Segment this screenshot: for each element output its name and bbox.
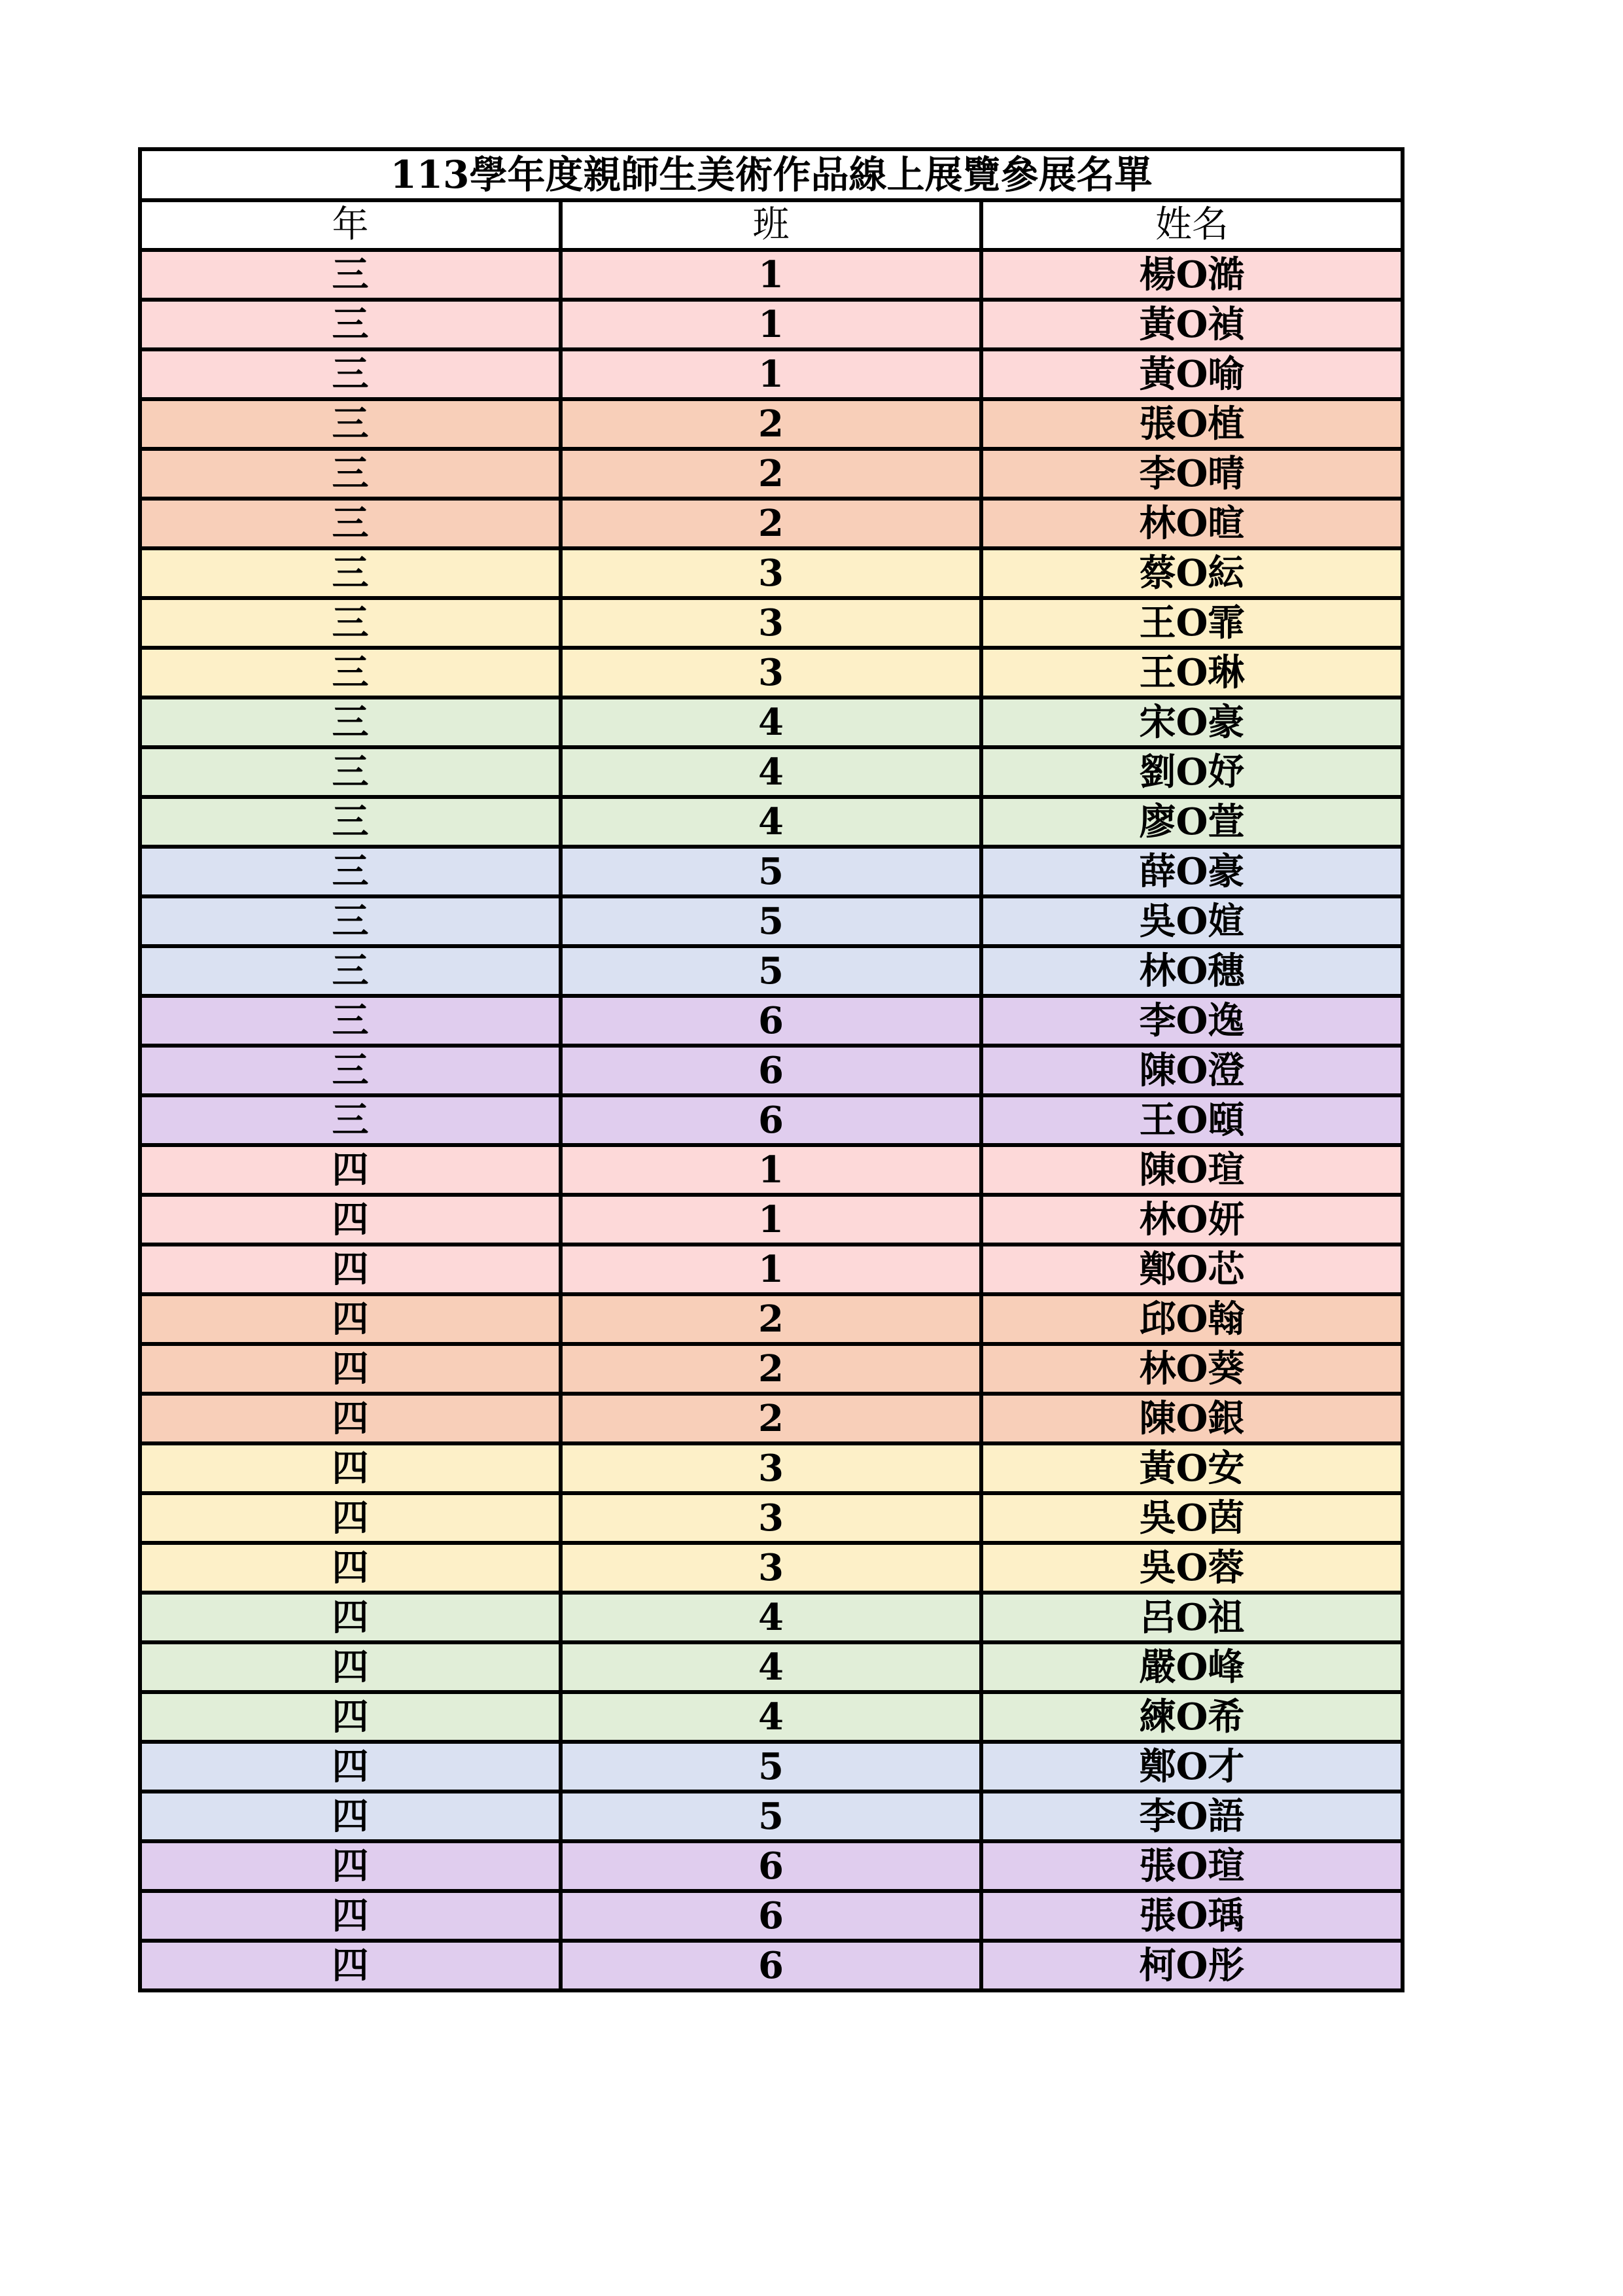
cell-name: 鄭O才 bbox=[981, 1742, 1403, 1792]
cell-grade: 四 bbox=[140, 1642, 561, 1692]
cell-name: 陳O澄 bbox=[981, 1046, 1403, 1095]
cell-class: 2 bbox=[561, 399, 981, 449]
table-row bbox=[140, 1593, 1403, 1642]
cell-grade: 三 bbox=[140, 747, 561, 797]
table-row bbox=[140, 399, 1403, 449]
table-row bbox=[140, 349, 1403, 399]
table-row bbox=[140, 1792, 1403, 1841]
participant-table bbox=[138, 147, 1405, 1992]
cell-grade: 三 bbox=[140, 797, 561, 847]
cell-name: 黃O禎 bbox=[981, 300, 1403, 349]
cell-grade: 三 bbox=[140, 598, 561, 648]
cell-class: 6 bbox=[561, 1095, 981, 1145]
cell-class: 3 bbox=[561, 598, 981, 648]
header-class: 班 bbox=[561, 200, 981, 250]
cell-class: 4 bbox=[561, 747, 981, 797]
cell-class: 3 bbox=[561, 1443, 981, 1493]
cell-class: 4 bbox=[561, 797, 981, 847]
table-row bbox=[140, 1742, 1403, 1792]
cell-grade: 四 bbox=[140, 1245, 561, 1294]
cell-class: 6 bbox=[561, 996, 981, 1046]
header-name: 姓名 bbox=[981, 200, 1403, 250]
cell-name: 廖O萱 bbox=[981, 797, 1403, 847]
cell-grade: 四 bbox=[140, 1543, 561, 1593]
cell-grade: 四 bbox=[140, 1344, 561, 1394]
cell-class: 5 bbox=[561, 946, 981, 996]
table-row bbox=[140, 1245, 1403, 1294]
cell-grade: 四 bbox=[140, 1593, 561, 1642]
cell-grade: 四 bbox=[140, 1195, 561, 1245]
cell-class: 1 bbox=[561, 349, 981, 399]
cell-grade: 三 bbox=[140, 946, 561, 996]
table-row bbox=[140, 1046, 1403, 1095]
cell-name: 劉O妤 bbox=[981, 747, 1403, 797]
cell-name: 吳O媗 bbox=[981, 896, 1403, 946]
cell-grade: 三 bbox=[140, 349, 561, 399]
cell-grade: 四 bbox=[140, 1493, 561, 1543]
cell-class: 1 bbox=[561, 250, 981, 300]
cell-class: 5 bbox=[561, 1742, 981, 1792]
table-row bbox=[140, 1642, 1403, 1692]
cell-name: 李O晴 bbox=[981, 449, 1403, 499]
cell-class: 2 bbox=[561, 449, 981, 499]
table-row bbox=[140, 499, 1403, 548]
cell-name: 林O穗 bbox=[981, 946, 1403, 996]
cell-class: 6 bbox=[561, 1891, 981, 1941]
cell-name: 薛O豪 bbox=[981, 847, 1403, 896]
cell-name: 練O希 bbox=[981, 1692, 1403, 1742]
cell-name: 林O妍 bbox=[981, 1195, 1403, 1245]
title-row bbox=[140, 149, 1403, 200]
table-row bbox=[140, 449, 1403, 499]
cell-class: 3 bbox=[561, 1493, 981, 1543]
cell-name: 李O語 bbox=[981, 1792, 1403, 1841]
cell-name: 陳O瑄 bbox=[981, 1145, 1403, 1195]
cell-grade: 四 bbox=[140, 1742, 561, 1792]
cell-class: 4 bbox=[561, 698, 981, 747]
cell-name: 邱O翰 bbox=[981, 1294, 1403, 1344]
cell-name: 呂O祖 bbox=[981, 1593, 1403, 1642]
table-body bbox=[140, 250, 1403, 1990]
table-row bbox=[140, 896, 1403, 946]
header-row bbox=[140, 200, 1403, 250]
cell-class: 4 bbox=[561, 1692, 981, 1742]
cell-class: 2 bbox=[561, 499, 981, 548]
cell-name: 黃O安 bbox=[981, 1443, 1403, 1493]
cell-name: 吳O蓉 bbox=[981, 1543, 1403, 1593]
cell-class: 4 bbox=[561, 1642, 981, 1692]
cell-name: 王O頤 bbox=[981, 1095, 1403, 1145]
cell-grade: 四 bbox=[140, 1443, 561, 1493]
table-row bbox=[140, 946, 1403, 996]
table-row bbox=[140, 598, 1403, 648]
cell-grade: 三 bbox=[140, 996, 561, 1046]
cell-name: 王O琳 bbox=[981, 648, 1403, 698]
cell-class: 3 bbox=[561, 1543, 981, 1593]
cell-name: 宋O豪 bbox=[981, 698, 1403, 747]
cell-class: 3 bbox=[561, 648, 981, 698]
cell-name: 黃O喻 bbox=[981, 349, 1403, 399]
cell-name: 李O逸 bbox=[981, 996, 1403, 1046]
table-row bbox=[140, 847, 1403, 896]
cell-name: 陳O銀 bbox=[981, 1394, 1403, 1443]
table-row bbox=[140, 1145, 1403, 1195]
cell-name: 楊O澔 bbox=[981, 250, 1403, 300]
cell-grade: 三 bbox=[140, 648, 561, 698]
table-row bbox=[140, 1195, 1403, 1245]
cell-grade: 三 bbox=[140, 698, 561, 747]
table-row bbox=[140, 1891, 1403, 1941]
cell-grade: 三 bbox=[140, 449, 561, 499]
table-row bbox=[140, 698, 1403, 747]
table-row bbox=[140, 548, 1403, 598]
cell-name: 張O瑀 bbox=[981, 1891, 1403, 1941]
cell-class: 6 bbox=[561, 1941, 981, 1990]
cell-grade: 四 bbox=[140, 1145, 561, 1195]
cell-grade: 三 bbox=[140, 1095, 561, 1145]
table-title: 113學年度親師生美術作品線上展覽參展名單 bbox=[140, 149, 1403, 200]
table-row bbox=[140, 1344, 1403, 1394]
cell-name: 吳O茵 bbox=[981, 1493, 1403, 1543]
table-row bbox=[140, 1294, 1403, 1344]
cell-class: 1 bbox=[561, 1195, 981, 1245]
cell-class: 5 bbox=[561, 847, 981, 896]
cell-name: 林O葵 bbox=[981, 1344, 1403, 1394]
cell-name: 王O霏 bbox=[981, 598, 1403, 648]
cell-name: 張O植 bbox=[981, 399, 1403, 449]
cell-class: 1 bbox=[561, 1145, 981, 1195]
cell-name: 林O暄 bbox=[981, 499, 1403, 548]
table-row bbox=[140, 250, 1403, 300]
table-row bbox=[140, 1841, 1403, 1891]
cell-name: 柯O彤 bbox=[981, 1941, 1403, 1990]
cell-name: 蔡O紜 bbox=[981, 548, 1403, 598]
cell-grade: 三 bbox=[140, 548, 561, 598]
cell-grade: 三 bbox=[140, 499, 561, 548]
cell-grade: 四 bbox=[140, 1394, 561, 1443]
table-row bbox=[140, 1543, 1403, 1593]
table-row bbox=[140, 996, 1403, 1046]
cell-grade: 四 bbox=[140, 1294, 561, 1344]
table-row bbox=[140, 747, 1403, 797]
cell-class: 2 bbox=[561, 1394, 981, 1443]
cell-grade: 三 bbox=[140, 847, 561, 896]
cell-class: 4 bbox=[561, 1593, 981, 1642]
table-row bbox=[140, 1095, 1403, 1145]
cell-grade: 三 bbox=[140, 250, 561, 300]
header-grade: 年 bbox=[140, 200, 561, 250]
table-row bbox=[140, 1493, 1403, 1543]
table-row bbox=[140, 1692, 1403, 1742]
cell-class: 1 bbox=[561, 1245, 981, 1294]
cell-grade: 三 bbox=[140, 300, 561, 349]
cell-name: 鄭O芯 bbox=[981, 1245, 1403, 1294]
table-row bbox=[140, 1394, 1403, 1443]
table-row bbox=[140, 1443, 1403, 1493]
table-row bbox=[140, 797, 1403, 847]
cell-class: 5 bbox=[561, 1792, 981, 1841]
cell-grade: 四 bbox=[140, 1891, 561, 1941]
participant-list-sheet bbox=[138, 147, 1401, 1992]
cell-class: 6 bbox=[561, 1046, 981, 1095]
table-row bbox=[140, 1941, 1403, 1990]
cell-grade: 三 bbox=[140, 1046, 561, 1095]
cell-grade: 四 bbox=[140, 1792, 561, 1841]
cell-grade: 三 bbox=[140, 399, 561, 449]
table-row bbox=[140, 648, 1403, 698]
cell-grade: 四 bbox=[140, 1941, 561, 1990]
table-row bbox=[140, 300, 1403, 349]
cell-grade: 四 bbox=[140, 1692, 561, 1742]
cell-class: 6 bbox=[561, 1841, 981, 1891]
cell-class: 2 bbox=[561, 1294, 981, 1344]
cell-name: 嚴O峰 bbox=[981, 1642, 1403, 1692]
cell-class: 1 bbox=[561, 300, 981, 349]
cell-class: 5 bbox=[561, 896, 981, 946]
cell-class: 2 bbox=[561, 1344, 981, 1394]
cell-name: 張O瑄 bbox=[981, 1841, 1403, 1891]
cell-grade: 四 bbox=[140, 1841, 561, 1891]
cell-class: 3 bbox=[561, 548, 981, 598]
cell-grade: 三 bbox=[140, 896, 561, 946]
